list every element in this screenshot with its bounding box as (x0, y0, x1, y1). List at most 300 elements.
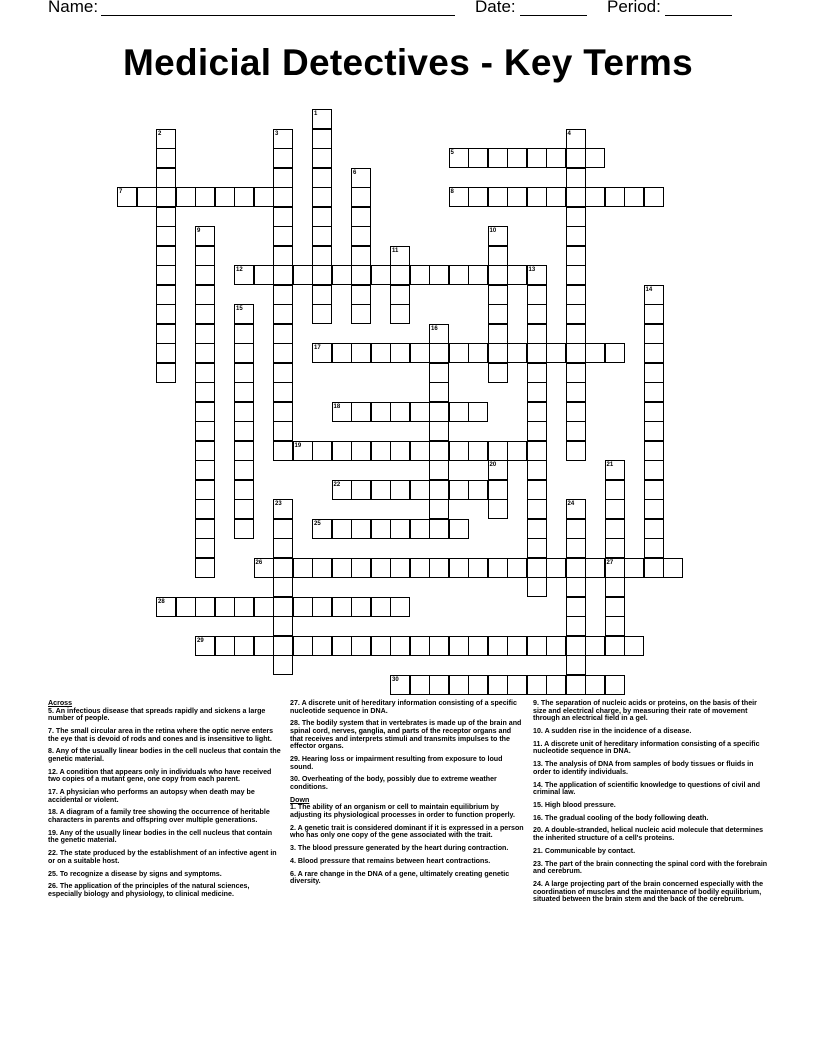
grid-cell[interactable] (449, 480, 469, 500)
grid-cell[interactable] (605, 577, 625, 597)
grid-cell[interactable] (468, 148, 488, 168)
grid-cell[interactable] (332, 636, 352, 656)
grid-cell[interactable] (605, 480, 625, 500)
grid-cell[interactable] (488, 148, 508, 168)
grid-cell[interactable] (351, 226, 371, 246)
grid-cell[interactable] (312, 304, 332, 324)
grid-cell[interactable] (195, 265, 215, 285)
grid-cell[interactable] (507, 441, 527, 461)
grid-cell[interactable] (488, 343, 508, 363)
grid-cell[interactable] (605, 519, 625, 539)
grid-cell[interactable] (546, 558, 566, 578)
grid-cell[interactable] (644, 304, 664, 324)
grid-cell[interactable] (273, 402, 293, 422)
grid-cell[interactable] (644, 402, 664, 422)
grid-cell[interactable] (624, 558, 644, 578)
grid-cell[interactable] (527, 636, 547, 656)
grid-cell[interactable] (390, 480, 410, 500)
grid-cell[interactable] (410, 558, 430, 578)
grid-cell[interactable] (273, 246, 293, 266)
grid-cell[interactable] (273, 187, 293, 207)
grid-cell[interactable] (351, 558, 371, 578)
grid-cell[interactable] (273, 363, 293, 383)
grid-cell[interactable] (644, 441, 664, 461)
grid-cell[interactable] (527, 558, 547, 578)
grid-cell[interactable] (273, 441, 293, 461)
grid-cell[interactable] (507, 343, 527, 363)
grid-cell[interactable] (156, 246, 176, 266)
grid-cell[interactable] (429, 402, 449, 422)
grid-cell[interactable] (156, 148, 176, 168)
grid-cell[interactable] (546, 187, 566, 207)
grid-cell[interactable] (644, 343, 664, 363)
grid-cell[interactable] (546, 343, 566, 363)
grid-cell[interactable] (468, 558, 488, 578)
grid-cell[interactable] (449, 265, 469, 285)
grid-cell[interactable] (234, 480, 254, 500)
grid-cell[interactable] (312, 285, 332, 305)
grid-cell[interactable] (371, 636, 391, 656)
grid-cell[interactable] (566, 577, 586, 597)
grid-cell[interactable] (527, 499, 547, 519)
grid-cell[interactable] (585, 558, 605, 578)
grid-cell[interactable] (351, 597, 371, 617)
grid-cell[interactable] (195, 499, 215, 519)
grid-cell[interactable] (332, 519, 352, 539)
grid-cell[interactable] (273, 655, 293, 675)
grid-cell[interactable] (371, 558, 391, 578)
grid-cell[interactable] (234, 519, 254, 539)
grid-cell[interactable] (312, 636, 332, 656)
grid-cell[interactable] (390, 246, 410, 266)
grid-cell[interactable] (410, 402, 430, 422)
grid-cell[interactable] (234, 499, 254, 519)
grid-cell[interactable] (644, 460, 664, 480)
grid-cell[interactable] (527, 265, 547, 285)
grid-cell[interactable] (449, 148, 469, 168)
grid-cell[interactable] (176, 187, 196, 207)
grid-cell[interactable] (566, 382, 586, 402)
grid-cell[interactable] (410, 480, 430, 500)
grid-cell[interactable] (449, 636, 469, 656)
grid-cell[interactable] (488, 324, 508, 344)
grid-cell[interactable] (527, 577, 547, 597)
grid-cell[interactable] (273, 324, 293, 344)
grid-cell[interactable] (312, 519, 332, 539)
grid-cell[interactable] (254, 265, 274, 285)
grid-cell[interactable] (390, 519, 410, 539)
grid-cell[interactable] (644, 285, 664, 305)
grid-cell[interactable] (605, 187, 625, 207)
grid-cell[interactable] (215, 597, 235, 617)
grid-cell[interactable] (234, 187, 254, 207)
grid-cell[interactable] (351, 636, 371, 656)
grid-cell[interactable] (371, 480, 391, 500)
grid-cell[interactable] (644, 324, 664, 344)
grid-cell[interactable] (527, 148, 547, 168)
grid-cell[interactable] (566, 616, 586, 636)
grid-cell[interactable] (429, 480, 449, 500)
grid-cell[interactable] (156, 168, 176, 188)
grid-cell[interactable] (585, 675, 605, 695)
grid-cell[interactable] (488, 304, 508, 324)
grid-cell[interactable] (488, 480, 508, 500)
grid-cell[interactable] (429, 499, 449, 519)
grid-cell[interactable] (156, 363, 176, 383)
grid-cell[interactable] (527, 675, 547, 695)
grid-cell[interactable] (605, 538, 625, 558)
grid-cell[interactable] (390, 265, 410, 285)
grid-cell[interactable] (273, 499, 293, 519)
grid-cell[interactable] (527, 538, 547, 558)
grid-cell[interactable] (176, 597, 196, 617)
grid-cell[interactable] (429, 519, 449, 539)
grid-cell[interactable] (488, 363, 508, 383)
grid-cell[interactable] (371, 343, 391, 363)
grid-cell[interactable] (332, 343, 352, 363)
grid-cell[interactable] (566, 168, 586, 188)
grid-cell[interactable] (195, 538, 215, 558)
grid-cell[interactable] (488, 285, 508, 305)
grid-cell[interactable] (488, 460, 508, 480)
grid-cell[interactable] (410, 265, 430, 285)
grid-cell[interactable] (293, 636, 313, 656)
grid-cell[interactable] (410, 343, 430, 363)
grid-cell[interactable] (429, 343, 449, 363)
grid-cell[interactable] (195, 441, 215, 461)
grid-cell[interactable] (390, 285, 410, 305)
grid-cell[interactable] (351, 168, 371, 188)
grid-cell[interactable] (546, 636, 566, 656)
grid-cell[interactable] (488, 246, 508, 266)
grid-cell[interactable] (156, 285, 176, 305)
grid-cell[interactable] (195, 382, 215, 402)
grid-cell[interactable] (566, 558, 586, 578)
grid-cell[interactable] (566, 207, 586, 227)
grid-cell[interactable] (468, 187, 488, 207)
grid-cell[interactable] (234, 382, 254, 402)
grid-cell[interactable] (605, 343, 625, 363)
grid-cell[interactable] (527, 304, 547, 324)
grid-cell[interactable] (351, 343, 371, 363)
grid-cell[interactable] (566, 148, 586, 168)
grid-cell[interactable] (351, 519, 371, 539)
grid-cell[interactable] (195, 636, 215, 656)
grid-cell[interactable] (566, 363, 586, 383)
grid-cell[interactable] (390, 597, 410, 617)
grid-cell[interactable] (312, 597, 332, 617)
grid-cell[interactable] (234, 265, 254, 285)
grid-cell[interactable] (273, 265, 293, 285)
grid-cell[interactable] (527, 187, 547, 207)
grid-cell[interactable] (215, 636, 235, 656)
grid-cell[interactable] (156, 343, 176, 363)
grid-cell[interactable] (371, 597, 391, 617)
grid-cell[interactable] (449, 675, 469, 695)
grid-cell[interactable] (195, 285, 215, 305)
grid-cell[interactable] (234, 363, 254, 383)
grid-cell[interactable] (273, 226, 293, 246)
grid-cell[interactable] (566, 285, 586, 305)
grid-cell[interactable] (527, 441, 547, 461)
grid-cell[interactable] (410, 519, 430, 539)
grid-cell[interactable] (371, 402, 391, 422)
grid-cell[interactable] (410, 675, 430, 695)
grid-cell[interactable] (507, 675, 527, 695)
grid-cell[interactable] (527, 460, 547, 480)
grid-cell[interactable] (644, 480, 664, 500)
grid-cell[interactable] (195, 343, 215, 363)
grid-cell[interactable] (488, 226, 508, 246)
grid-cell[interactable] (371, 265, 391, 285)
grid-cell[interactable] (195, 460, 215, 480)
grid-cell[interactable] (644, 558, 664, 578)
grid-cell[interactable] (273, 616, 293, 636)
grid-cell[interactable] (566, 636, 586, 656)
grid-cell[interactable] (585, 343, 605, 363)
grid-cell[interactable] (195, 402, 215, 422)
grid-cell[interactable] (429, 460, 449, 480)
grid-cell[interactable] (429, 421, 449, 441)
grid-cell[interactable] (371, 441, 391, 461)
grid-cell[interactable] (566, 226, 586, 246)
grid-cell[interactable] (293, 441, 313, 461)
grid-cell[interactable] (644, 421, 664, 441)
grid-cell[interactable] (663, 558, 683, 578)
grid-cell[interactable] (332, 402, 352, 422)
grid-cell[interactable] (429, 636, 449, 656)
grid-cell[interactable] (488, 636, 508, 656)
grid-cell[interactable] (468, 480, 488, 500)
grid-cell[interactable] (156, 226, 176, 246)
grid-cell[interactable] (605, 558, 625, 578)
grid-cell[interactable] (234, 636, 254, 656)
grid-cell[interactable] (390, 675, 410, 695)
grid-cell[interactable] (566, 421, 586, 441)
grid-cell[interactable] (351, 285, 371, 305)
grid-cell[interactable] (605, 616, 625, 636)
grid-cell[interactable] (273, 148, 293, 168)
grid-cell[interactable] (488, 499, 508, 519)
grid-cell[interactable] (566, 597, 586, 617)
grid-cell[interactable] (312, 168, 332, 188)
grid-cell[interactable] (195, 187, 215, 207)
grid-cell[interactable] (273, 168, 293, 188)
grid-cell[interactable] (156, 265, 176, 285)
grid-cell[interactable] (566, 324, 586, 344)
grid-cell[interactable] (195, 421, 215, 441)
grid-cell[interactable] (312, 265, 332, 285)
grid-cell[interactable] (429, 441, 449, 461)
grid-cell[interactable] (644, 538, 664, 558)
grid-cell[interactable] (234, 441, 254, 461)
grid-cell[interactable] (273, 304, 293, 324)
grid-cell[interactable] (390, 558, 410, 578)
grid-cell[interactable] (254, 187, 274, 207)
grid-cell[interactable] (137, 187, 157, 207)
grid-cell[interactable] (507, 558, 527, 578)
grid-cell[interactable] (312, 226, 332, 246)
grid-cell[interactable] (312, 148, 332, 168)
grid-cell[interactable] (566, 129, 586, 149)
grid-cell[interactable] (566, 519, 586, 539)
grid-cell[interactable] (195, 480, 215, 500)
grid-cell[interactable] (273, 519, 293, 539)
grid-cell[interactable] (585, 187, 605, 207)
grid-cell[interactable] (390, 636, 410, 656)
grid-cell[interactable] (273, 558, 293, 578)
grid-cell[interactable] (566, 675, 586, 695)
grid-cell[interactable] (117, 187, 137, 207)
grid-cell[interactable] (312, 187, 332, 207)
grid-cell[interactable] (605, 499, 625, 519)
grid-cell[interactable] (234, 304, 254, 324)
grid-cell[interactable] (488, 265, 508, 285)
grid-cell[interactable] (351, 246, 371, 266)
grid-cell[interactable] (351, 265, 371, 285)
grid-cell[interactable] (273, 538, 293, 558)
grid-cell[interactable] (273, 421, 293, 441)
grid-cell[interactable] (273, 636, 293, 656)
grid-cell[interactable] (234, 324, 254, 344)
grid-cell[interactable] (566, 304, 586, 324)
grid-cell[interactable] (312, 207, 332, 227)
grid-cell[interactable] (527, 519, 547, 539)
grid-cell[interactable] (566, 343, 586, 363)
grid-cell[interactable] (312, 558, 332, 578)
grid-cell[interactable] (488, 187, 508, 207)
grid-cell[interactable] (488, 441, 508, 461)
grid-cell[interactable] (527, 363, 547, 383)
grid-cell[interactable] (254, 636, 274, 656)
grid-cell[interactable] (468, 343, 488, 363)
grid-cell[interactable] (527, 324, 547, 344)
grid-cell[interactable] (566, 246, 586, 266)
grid-cell[interactable] (468, 636, 488, 656)
grid-cell[interactable] (507, 187, 527, 207)
grid-cell[interactable] (390, 441, 410, 461)
grid-cell[interactable] (332, 558, 352, 578)
grid-cell[interactable] (312, 109, 332, 129)
grid-cell[interactable] (273, 577, 293, 597)
grid-cell[interactable] (410, 441, 430, 461)
grid-cell[interactable] (429, 675, 449, 695)
grid-cell[interactable] (644, 382, 664, 402)
grid-cell[interactable] (449, 519, 469, 539)
grid-cell[interactable] (605, 636, 625, 656)
grid-cell[interactable] (449, 343, 469, 363)
grid-cell[interactable] (468, 675, 488, 695)
grid-cell[interactable] (527, 343, 547, 363)
grid-cell[interactable] (234, 421, 254, 441)
grid-cell[interactable] (351, 207, 371, 227)
grid-cell[interactable] (527, 382, 547, 402)
grid-cell[interactable] (644, 499, 664, 519)
grid-cell[interactable] (195, 324, 215, 344)
grid-cell[interactable] (254, 558, 274, 578)
grid-cell[interactable] (215, 187, 235, 207)
grid-cell[interactable] (156, 304, 176, 324)
grid-cell[interactable] (156, 207, 176, 227)
grid-cell[interactable] (429, 363, 449, 383)
grid-cell[interactable] (507, 636, 527, 656)
grid-cell[interactable] (234, 343, 254, 363)
grid-cell[interactable] (644, 187, 664, 207)
grid-cell[interactable] (293, 558, 313, 578)
grid-cell[interactable] (429, 324, 449, 344)
grid-cell[interactable] (195, 246, 215, 266)
grid-cell[interactable] (429, 265, 449, 285)
grid-cell[interactable] (566, 655, 586, 675)
grid-cell[interactable] (332, 265, 352, 285)
grid-cell[interactable] (234, 460, 254, 480)
grid-cell[interactable] (390, 304, 410, 324)
grid-cell[interactable] (273, 129, 293, 149)
grid-cell[interactable] (195, 558, 215, 578)
grid-cell[interactable] (293, 265, 313, 285)
grid-cell[interactable] (273, 343, 293, 363)
grid-cell[interactable] (390, 402, 410, 422)
grid-cell[interactable] (351, 441, 371, 461)
grid-cell[interactable] (410, 636, 430, 656)
grid-cell[interactable] (585, 636, 605, 656)
grid-cell[interactable] (332, 441, 352, 461)
grid-cell[interactable] (234, 597, 254, 617)
grid-cell[interactable] (566, 441, 586, 461)
grid-cell[interactable] (488, 558, 508, 578)
grid-cell[interactable] (312, 343, 332, 363)
grid-cell[interactable] (371, 519, 391, 539)
grid-cell[interactable] (429, 558, 449, 578)
grid-cell[interactable] (449, 441, 469, 461)
grid-cell[interactable] (195, 304, 215, 324)
grid-cell[interactable] (527, 285, 547, 305)
grid-cell[interactable] (566, 265, 586, 285)
grid-cell[interactable] (468, 265, 488, 285)
grid-cell[interactable] (156, 597, 176, 617)
grid-cell[interactable] (527, 480, 547, 500)
grid-cell[interactable] (585, 148, 605, 168)
grid-cell[interactable] (449, 402, 469, 422)
grid-cell[interactable] (234, 402, 254, 422)
grid-cell[interactable] (156, 324, 176, 344)
grid-cell[interactable] (332, 480, 352, 500)
grid-cell[interactable] (468, 402, 488, 422)
grid-cell[interactable] (507, 265, 527, 285)
grid-cell[interactable] (546, 148, 566, 168)
grid-cell[interactable] (507, 148, 527, 168)
grid-cell[interactable] (605, 597, 625, 617)
grid-cell[interactable] (273, 597, 293, 617)
grid-cell[interactable] (566, 538, 586, 558)
grid-cell[interactable] (293, 597, 313, 617)
grid-cell[interactable] (254, 597, 274, 617)
grid-cell[interactable] (195, 519, 215, 539)
grid-cell[interactable] (390, 343, 410, 363)
grid-cell[interactable] (195, 597, 215, 617)
grid-cell[interactable] (449, 187, 469, 207)
grid-cell[interactable] (624, 636, 644, 656)
grid-cell[interactable] (312, 129, 332, 149)
grid-cell[interactable] (488, 675, 508, 695)
grid-cell[interactable] (351, 304, 371, 324)
grid-cell[interactable] (527, 402, 547, 422)
grid-cell[interactable] (468, 441, 488, 461)
grid-cell[interactable] (566, 499, 586, 519)
grid-cell[interactable] (429, 382, 449, 402)
grid-cell[interactable] (351, 187, 371, 207)
grid-cell[interactable] (332, 597, 352, 617)
